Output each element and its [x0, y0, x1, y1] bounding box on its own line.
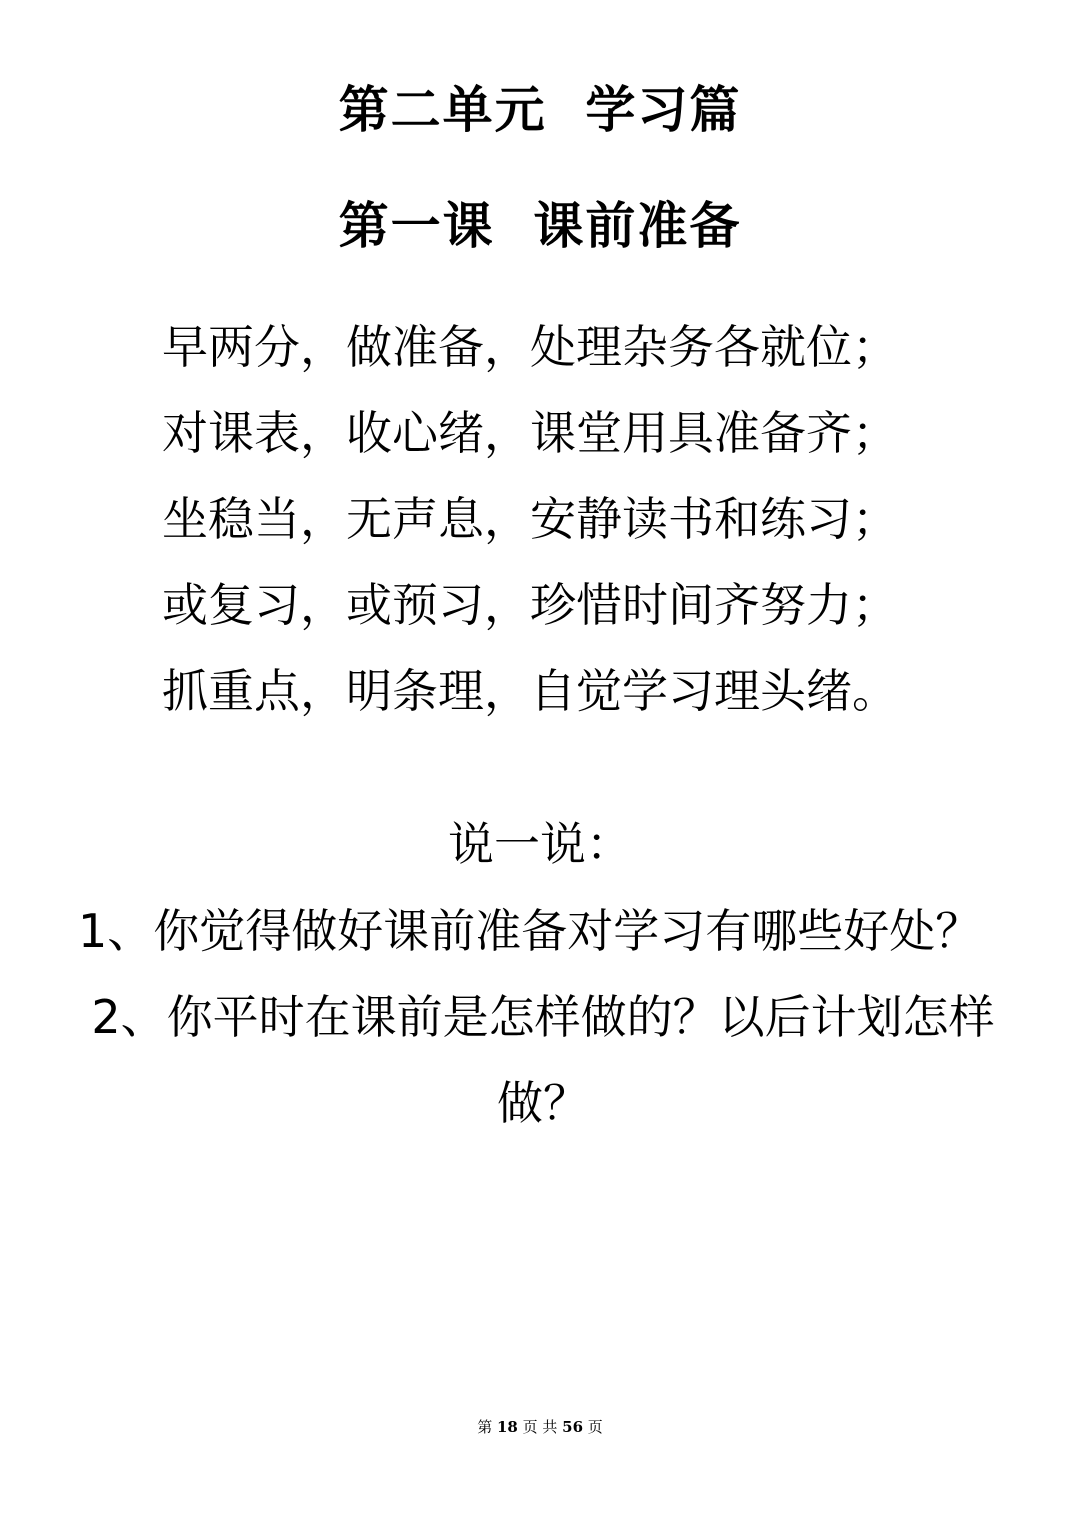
rhyme-line-2: 对课表，收心绪，课堂用具准备齐； — [162, 406, 898, 460]
discussion-heading: 说一说： — [448, 817, 632, 871]
total-pages-number: 56 — [562, 1418, 584, 1436]
rhyme-line-1: 早两分，做准备，处理杂务各就位； — [162, 320, 898, 374]
rhyme-line-3: 坐稳当，无声息，安静读书和练习； — [162, 492, 898, 546]
rhyme-line-4: 或复习，或预习，珍惜时间齐努力； — [162, 578, 898, 632]
discussion-question-1: 1、你觉得做好课前准备对学习有哪些好处？ — [78, 904, 982, 958]
page-footer — [0, 1416, 1080, 1438]
lesson-title: 第一课 课前准备 — [338, 197, 742, 255]
rhyme-line-5: 抓重点，明条理，自觉学习理头绪。 — [162, 664, 898, 718]
rhyme-block — [162, 304, 922, 734]
footer-middle: 页 共 — [517, 1418, 563, 1436]
discussion-question-2 — [78, 974, 1008, 1146]
current-page-number: 18 — [496, 1418, 518, 1436]
discussion-question-2-line-2: 做？ — [497, 1076, 589, 1130]
footer-suffix: 页 — [583, 1418, 603, 1436]
footer-prefix: 第 — [477, 1418, 497, 1436]
unit-title: 第二单元 学习篇 — [338, 81, 742, 139]
discussion-question-2-line-1: 2、你平时在课前是怎样做的？以后计划怎样 — [91, 990, 995, 1044]
